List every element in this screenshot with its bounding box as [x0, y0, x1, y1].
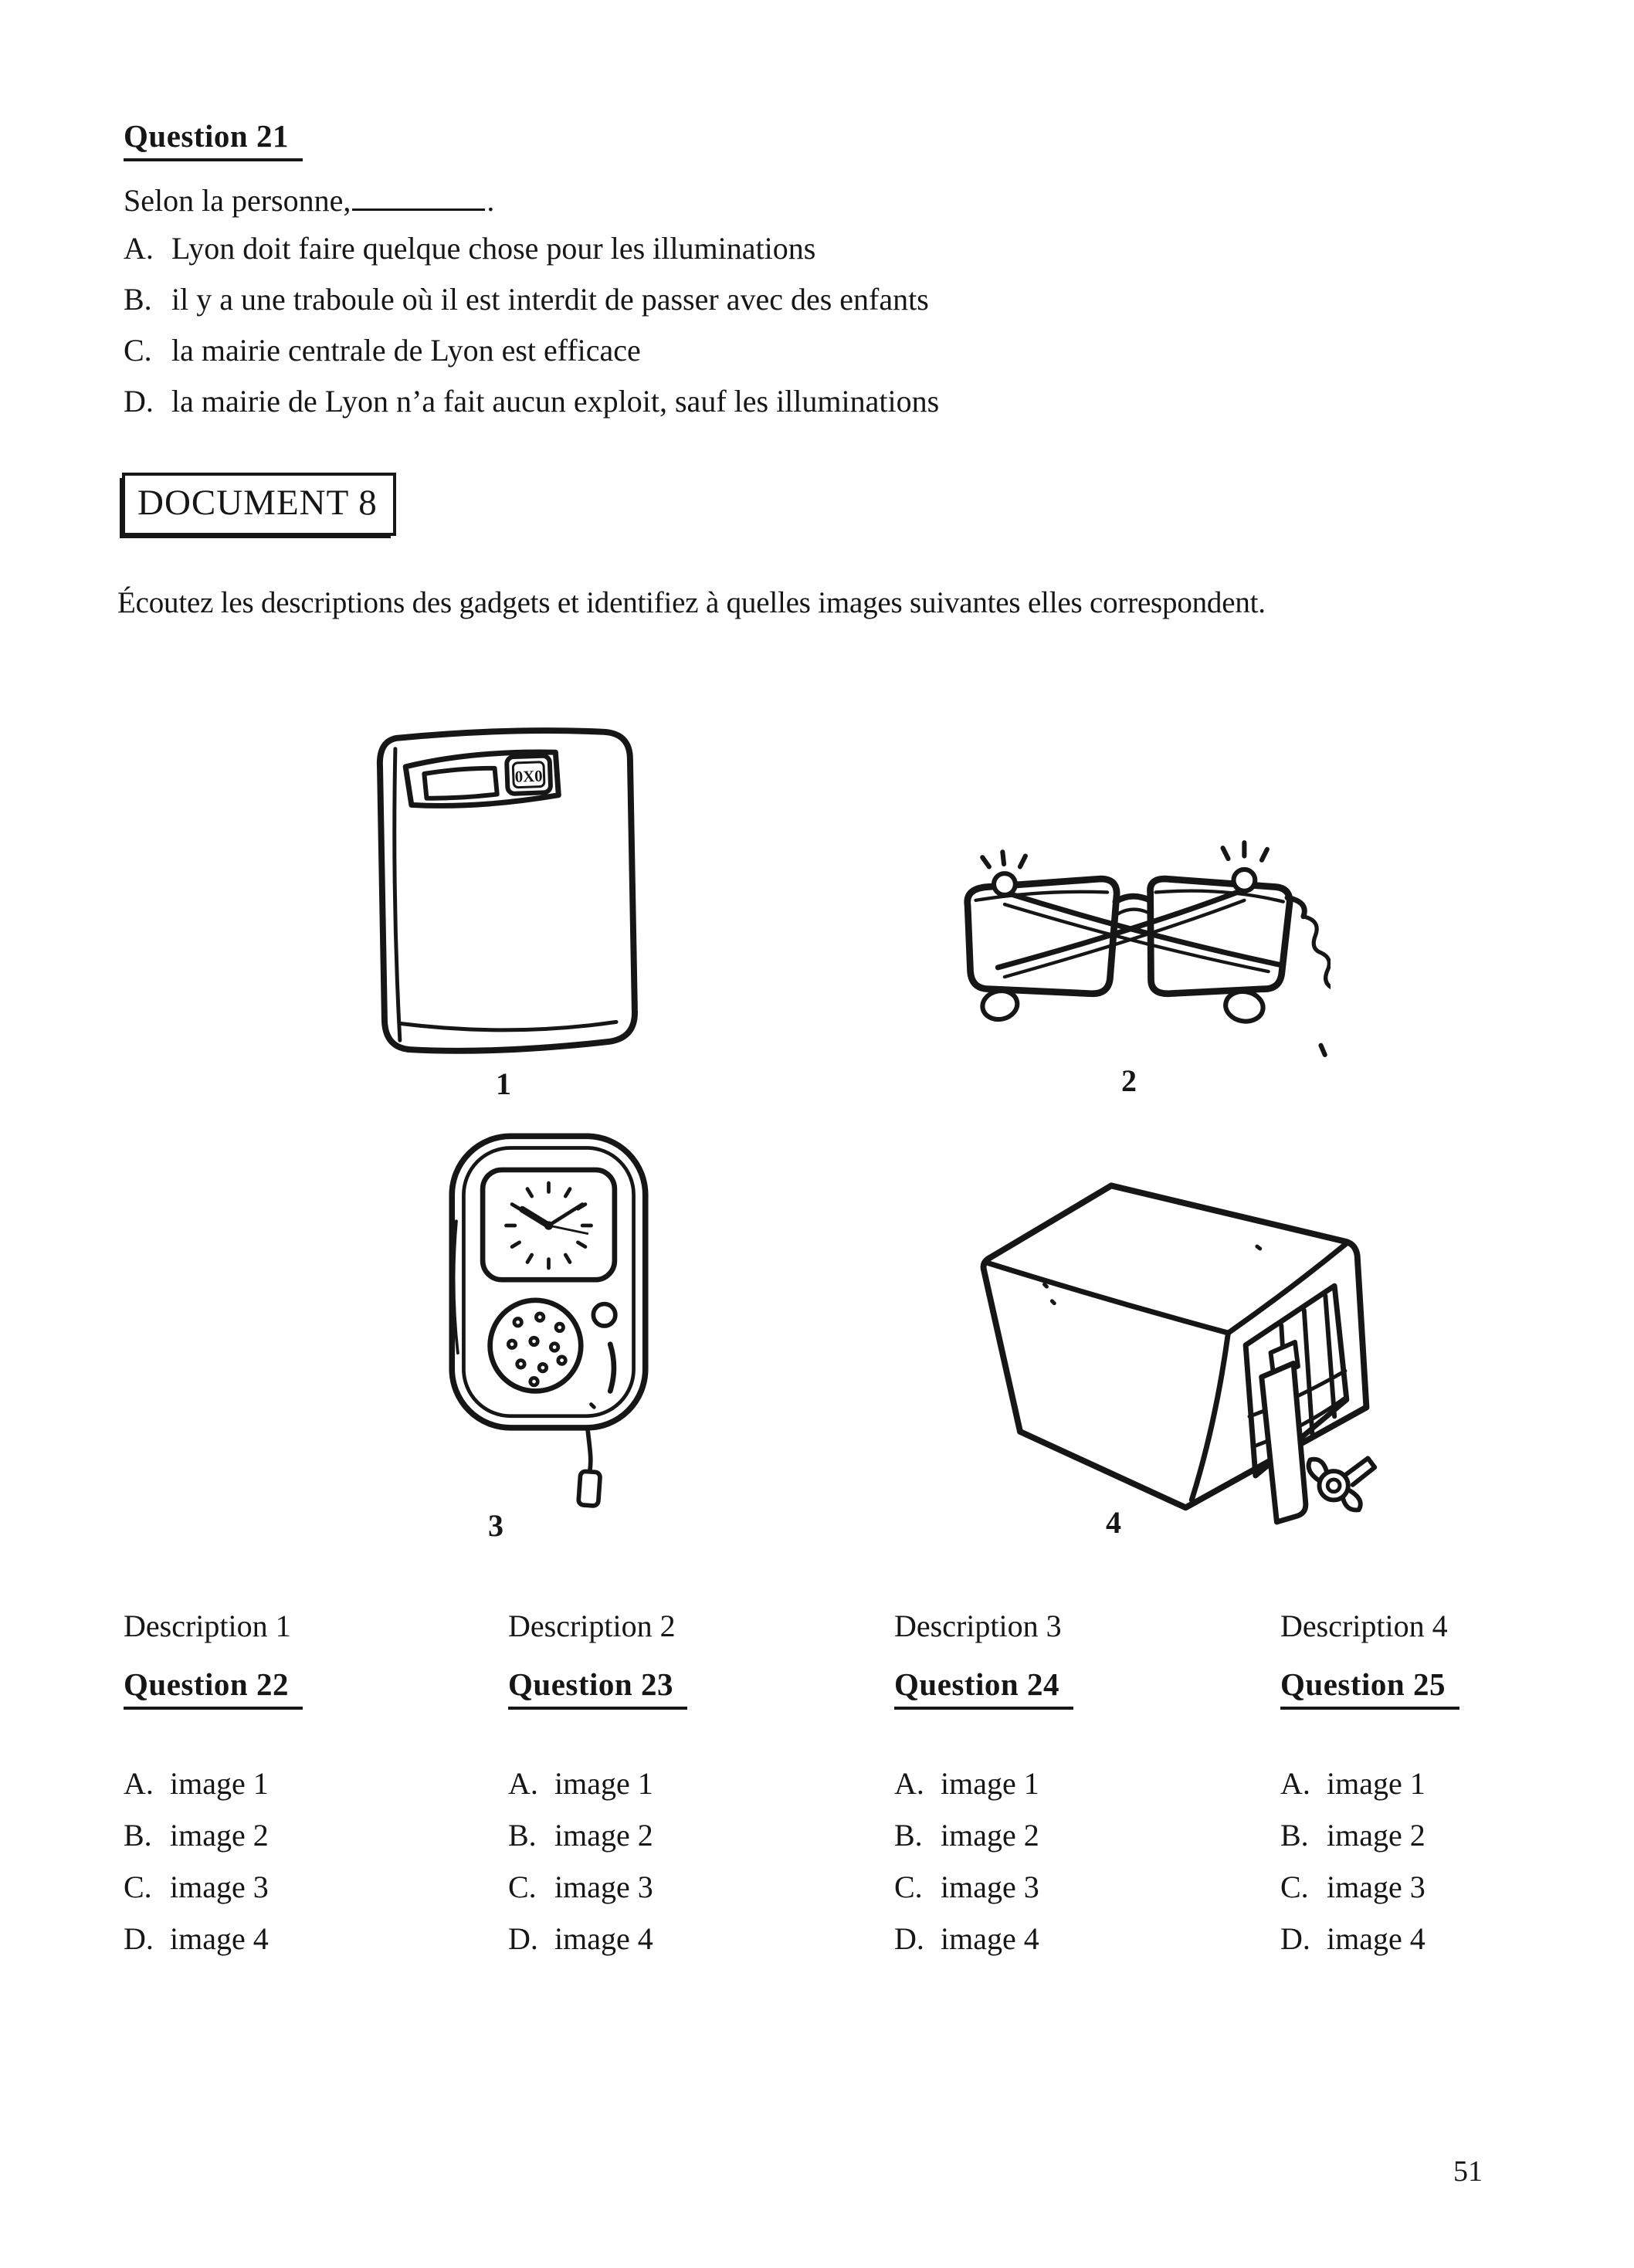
- option-row: [124, 233, 939, 264]
- option-row: [894, 1768, 1257, 1799]
- question-21-options: [124, 233, 939, 437]
- option-row: [1280, 1921, 1634, 1956]
- option-row: [124, 386, 939, 417]
- option-letter: A.: [1280, 1766, 1310, 1801]
- option-text: image 3: [1327, 1870, 1426, 1904]
- stem-suffix: .: [486, 183, 495, 218]
- option-text: image 4: [1327, 1921, 1426, 1956]
- option-row: [124, 1820, 486, 1851]
- figure-4-sketch: [931, 1149, 1386, 1529]
- grid-column-4: [1280, 1608, 1634, 1975]
- question-22-title: Question 22: [124, 1666, 303, 1710]
- option-letter: B.: [124, 1818, 152, 1853]
- option-text: image 2: [554, 1818, 653, 1853]
- figure-2-label: 2: [1121, 1063, 1137, 1098]
- option-text: image 3: [941, 1870, 1039, 1904]
- figure-3-label: 3: [488, 1508, 503, 1543]
- option-letter: B.: [1280, 1818, 1309, 1853]
- option-text: image 1: [1327, 1766, 1426, 1801]
- grid-column-1: [124, 1608, 486, 1975]
- option-letter: D.: [124, 384, 154, 419]
- option-row: [1280, 1872, 1634, 1903]
- figure-1-label: 1: [496, 1066, 511, 1101]
- option-row: [508, 1921, 871, 1956]
- grid-column-2: [508, 1608, 871, 1975]
- option-row: [894, 1872, 1257, 1903]
- option-row: [508, 1768, 871, 1799]
- description-label: Description 3: [894, 1609, 1062, 1643]
- option-text: image 1: [941, 1766, 1039, 1801]
- description-label: Description 4: [1280, 1609, 1448, 1643]
- option-letter: C.: [1280, 1870, 1309, 1904]
- option-row: [124, 1921, 486, 1956]
- option-letter: B.: [124, 282, 152, 317]
- option-row: [508, 1820, 871, 1851]
- option-text: image 4: [170, 1921, 269, 1956]
- option-row: [894, 1820, 1257, 1851]
- option-text: la mairie de Lyon n’a fait aucun exploit, sauf les illuminations: [171, 384, 940, 419]
- figure-2-sketch: [941, 828, 1331, 1059]
- figure-3-sketch: [439, 1126, 659, 1512]
- option-row: [1280, 1820, 1634, 1851]
- option-row: [1280, 1768, 1634, 1799]
- option-letter: C.: [124, 1870, 152, 1904]
- question-24-title: Question 24: [894, 1666, 1073, 1710]
- grid-column-3: [894, 1608, 1257, 1975]
- description-label: Description 2: [508, 1609, 676, 1643]
- key-sketch: [1309, 1458, 1375, 1510]
- option-text: image 4: [941, 1921, 1039, 1956]
- option-row: [508, 1872, 871, 1903]
- option-row: [894, 1921, 1257, 1956]
- figure-1-sketch: [349, 712, 656, 1069]
- stem-prefix: Selon la personne,: [124, 183, 351, 218]
- option-text: image 3: [170, 1870, 269, 1904]
- option-row: [124, 284, 939, 315]
- option-letter: C.: [508, 1870, 537, 1904]
- option-text: image 2: [1327, 1818, 1426, 1853]
- option-text: image 4: [554, 1921, 653, 1956]
- question-21-stem: [124, 182, 494, 219]
- option-text: il y a une traboule où il est interdit de passer avec des enfants: [171, 282, 929, 317]
- instruction-text: Écoutez les descriptions des gadgets et identifiez à quelles images suivantes elles correspondent.: [117, 586, 1266, 619]
- question-21-title: Question 21: [124, 117, 303, 161]
- option-letter: D.: [508, 1921, 538, 1956]
- option-row: [124, 335, 939, 366]
- question-23-title: Question 23: [508, 1666, 687, 1710]
- option-letter: A.: [124, 231, 154, 266]
- option-letter: A.: [124, 1766, 154, 1801]
- description-label: Description 1: [124, 1609, 291, 1643]
- question-21-heading: [124, 117, 303, 161]
- option-row: [124, 1872, 486, 1903]
- figure-4-label: 4: [1106, 1505, 1121, 1540]
- speaker-holes: [508, 1314, 565, 1385]
- option-letter: A.: [894, 1766, 924, 1801]
- option-letter: D.: [1280, 1921, 1310, 1956]
- option-letter: C.: [124, 333, 152, 368]
- option-text: image 2: [941, 1818, 1039, 1853]
- question-25-title: Question 25: [1280, 1666, 1459, 1710]
- option-text: image 1: [170, 1766, 269, 1801]
- document-8-label: DOCUMENT 8: [122, 473, 396, 536]
- option-letter: B.: [894, 1818, 923, 1853]
- option-row: [124, 1768, 486, 1799]
- answer-blank: [352, 182, 485, 211]
- document-8-box: [122, 473, 396, 536]
- option-text: image 1: [554, 1766, 653, 1801]
- option-letter: C.: [894, 1870, 923, 1904]
- scale-display-text: 0X0: [514, 766, 544, 786]
- option-text: la mairie centrale de Lyon est efficace: [171, 333, 641, 368]
- scale-display-panel: [405, 751, 559, 808]
- page-number: 51: [1453, 2155, 1483, 2188]
- option-text: Lyon doit faire quelque chose pour les illuminations: [171, 231, 816, 266]
- option-letter: B.: [508, 1818, 537, 1853]
- option-letter: A.: [508, 1766, 538, 1801]
- option-letter: D.: [894, 1921, 924, 1956]
- option-text: image 2: [170, 1818, 269, 1853]
- option-letter: D.: [124, 1921, 154, 1956]
- option-text: image 3: [554, 1870, 653, 1904]
